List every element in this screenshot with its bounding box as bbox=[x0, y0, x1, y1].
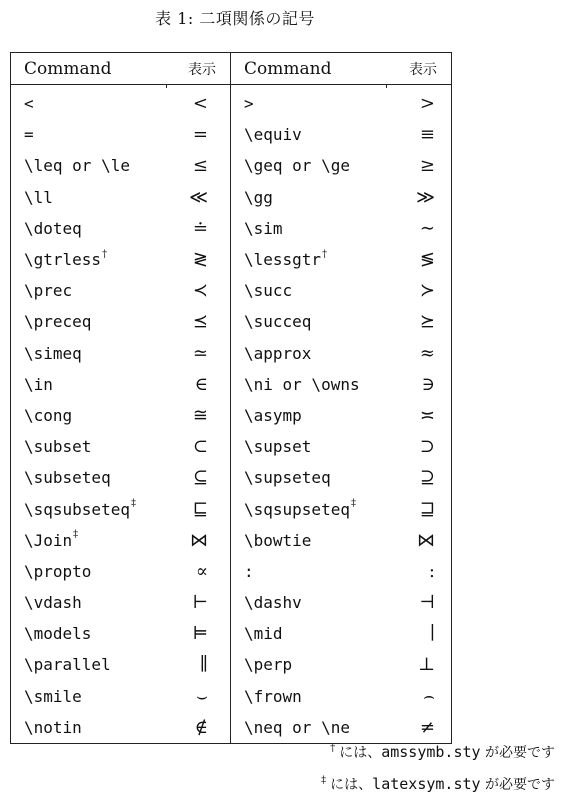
footnote-dagger bbox=[330, 742, 555, 762]
symbol-cell-left bbox=[167, 556, 231, 587]
symbol-cell-right bbox=[387, 213, 452, 244]
command-cell-left bbox=[11, 681, 167, 712]
symbol-glyph: ∝ bbox=[195, 560, 208, 582]
table-body bbox=[11, 88, 452, 743]
command-text: \ll bbox=[24, 187, 53, 207]
command-cell-right bbox=[231, 182, 387, 213]
symbol-glyph: ⊂ bbox=[192, 436, 208, 458]
symbol-cell-right bbox=[387, 275, 452, 306]
symbol-glyph: ⊣ bbox=[419, 592, 435, 614]
command-cell-right bbox=[231, 244, 387, 275]
command-cell-right bbox=[231, 150, 387, 181]
symbol-glyph: ≅ bbox=[192, 404, 208, 426]
table-row bbox=[11, 556, 452, 587]
header-display-left: 表示 bbox=[167, 53, 231, 85]
command-cell-right bbox=[231, 493, 387, 524]
command-cell-right bbox=[231, 88, 387, 119]
command-text: \bowtie bbox=[244, 530, 312, 550]
command-text: \propto bbox=[24, 561, 92, 581]
symbol-glyph: ∼ bbox=[419, 217, 435, 239]
command-text: \sqsubseteq bbox=[24, 499, 130, 519]
command-text: \lessgtr bbox=[244, 250, 322, 270]
command-cell-right bbox=[231, 462, 387, 493]
symbol-cell-left bbox=[167, 462, 231, 493]
symbol-glyph: ⊢ bbox=[192, 592, 208, 614]
symbol-cell-right bbox=[387, 587, 452, 618]
command-text: = bbox=[24, 125, 34, 145]
command-cell-right bbox=[231, 681, 387, 712]
command-text: \perp bbox=[244, 655, 293, 675]
footnote-mark: ‡ bbox=[73, 529, 79, 541]
symbol-glyph: ≪ bbox=[189, 186, 208, 208]
symbol-glyph: ≃ bbox=[192, 342, 208, 364]
footnote-mark: † bbox=[102, 248, 108, 260]
command-cell-right bbox=[231, 119, 387, 150]
table-header-row bbox=[11, 53, 452, 85]
symbol-glyph: ⊨ bbox=[192, 623, 208, 645]
symbol-glyph: ∋ bbox=[421, 373, 435, 395]
symbol-glyph: ≶ bbox=[419, 249, 435, 271]
table-row bbox=[11, 275, 452, 306]
table-row bbox=[11, 119, 452, 150]
symbol-cell-right bbox=[387, 493, 452, 524]
symbol-glyph: ⊆ bbox=[192, 467, 208, 489]
command-cell-left bbox=[11, 244, 167, 275]
symbol-cell-right bbox=[387, 182, 452, 213]
command-cell-left bbox=[11, 556, 167, 587]
command-text: \geq or \ge bbox=[244, 156, 350, 176]
command-text: \supseteq bbox=[244, 468, 331, 488]
table-row bbox=[11, 462, 452, 493]
symbol-glyph: ⊥ bbox=[418, 654, 435, 676]
symbol-cell-left bbox=[167, 400, 231, 431]
command-cell-left bbox=[11, 213, 167, 244]
package-name: amssymb.sty bbox=[381, 743, 481, 761]
dagger-mark: † bbox=[330, 743, 336, 755]
symbol-cell-left bbox=[167, 213, 231, 244]
command-cell-left bbox=[11, 649, 167, 680]
table-row bbox=[11, 525, 452, 556]
symbol-glyph: = bbox=[192, 124, 208, 146]
symbol-cell-left bbox=[167, 587, 231, 618]
symbol-glyph: ≥ bbox=[419, 155, 435, 177]
command-text: \succ bbox=[244, 281, 293, 301]
command-cell-left bbox=[11, 88, 167, 119]
symbol-glyph: ≻ bbox=[419, 280, 435, 302]
header-command-right: Command bbox=[231, 53, 387, 85]
table-row bbox=[11, 244, 452, 275]
command-cell-right bbox=[231, 556, 387, 587]
symbol-cell-left bbox=[167, 306, 231, 337]
symbol-glyph: > bbox=[419, 93, 435, 115]
footnote-mark: ‡ bbox=[130, 498, 136, 510]
symbol-cell-left bbox=[167, 712, 231, 744]
symbol-cell-left bbox=[167, 275, 231, 306]
command-text: \sim bbox=[244, 218, 283, 238]
footnote-prefix: には、 bbox=[330, 777, 373, 793]
symbol-glyph: ⋈ bbox=[190, 529, 208, 551]
table-caption: 表 1: 二項関係の記号 bbox=[155, 9, 315, 28]
command-text: \asymp bbox=[244, 405, 302, 425]
command-text: \equiv bbox=[244, 125, 302, 145]
command-cell-left bbox=[11, 338, 167, 369]
symbol-glyph: : bbox=[428, 560, 435, 582]
symbol-glyph: ⊃ bbox=[419, 436, 435, 458]
footnote-mark: ‡ bbox=[350, 498, 356, 510]
symbol-glyph: ∉ bbox=[194, 716, 208, 738]
command-text: \supset bbox=[244, 437, 312, 457]
symbol-cell-left bbox=[167, 681, 231, 712]
symbol-cell-left bbox=[167, 150, 231, 181]
symbol-cell-right bbox=[387, 244, 452, 275]
command-text: \preceq bbox=[24, 312, 92, 332]
table-row bbox=[11, 182, 452, 213]
symbol-glyph: ≈ bbox=[419, 342, 435, 364]
symbol-glyph: ≤ bbox=[192, 155, 208, 177]
symbol-glyph: ⋈ bbox=[417, 529, 435, 551]
command-cell-left bbox=[11, 119, 167, 150]
table-row bbox=[11, 88, 452, 119]
command-cell-left bbox=[11, 618, 167, 649]
command-text: \gg bbox=[244, 187, 273, 207]
symbol-cell-left bbox=[167, 244, 231, 275]
symbol-glyph: ∈ bbox=[194, 373, 208, 395]
symbol-glyph: ≷ bbox=[192, 249, 208, 271]
symbol-glyph: ≍ bbox=[419, 404, 435, 426]
symbol-glyph: ≡ bbox=[419, 124, 435, 146]
table-row bbox=[11, 431, 452, 462]
command-cell-left bbox=[11, 493, 167, 524]
symbol-cell-right bbox=[387, 681, 452, 712]
symbol-cell-right bbox=[387, 462, 452, 493]
command-cell-left bbox=[11, 462, 167, 493]
command-text: \succeq bbox=[244, 312, 312, 332]
footnote-mark: † bbox=[322, 248, 328, 260]
symbol-cell-left bbox=[167, 431, 231, 462]
symbol-glyph: ⌣ bbox=[196, 685, 208, 707]
command-text: \models bbox=[24, 624, 92, 644]
command-cell-left bbox=[11, 306, 167, 337]
command-cell-right bbox=[231, 525, 387, 556]
symbol-cell-left bbox=[167, 618, 231, 649]
symbol-glyph: ⪰ bbox=[419, 311, 435, 333]
command-text: \mid bbox=[244, 624, 283, 644]
symbol-glyph: ≐ bbox=[192, 217, 208, 239]
symbol-glyph: ⊒ bbox=[419, 498, 435, 520]
command-text: \smile bbox=[24, 686, 82, 706]
command-cell-left bbox=[11, 182, 167, 213]
table-row bbox=[11, 493, 452, 524]
double-dagger-mark: ‡ bbox=[321, 775, 327, 787]
symbol-cell-right bbox=[387, 119, 452, 150]
command-text: \subset bbox=[24, 437, 92, 457]
symbol-cell-right bbox=[387, 649, 452, 680]
package-name: latexsym.sty bbox=[372, 775, 481, 793]
symbol-cell-right bbox=[387, 618, 452, 649]
command-cell-left bbox=[11, 150, 167, 181]
footnote-prefix: には、 bbox=[339, 745, 382, 761]
symbol-glyph: ⊑ bbox=[192, 498, 208, 520]
symbol-cell-left bbox=[167, 88, 231, 119]
command-cell-right bbox=[231, 275, 387, 306]
symbol-glyph: ∥ bbox=[199, 654, 208, 676]
command-cell-left bbox=[11, 400, 167, 431]
symbol-cell-right bbox=[387, 525, 452, 556]
command-text: < bbox=[24, 94, 34, 114]
table-row bbox=[11, 400, 452, 431]
command-cell-right bbox=[231, 306, 387, 337]
command-text: \ni or \owns bbox=[244, 374, 360, 394]
command-cell-right bbox=[231, 587, 387, 618]
command-text: \sqsupseteq bbox=[244, 499, 350, 519]
symbol-cell-left bbox=[167, 649, 231, 680]
symbol-cell-left bbox=[167, 493, 231, 524]
symbol-glyph: ≠ bbox=[419, 716, 435, 738]
command-text: \parallel bbox=[24, 655, 111, 675]
table-row bbox=[11, 213, 452, 244]
symbol-cell-left bbox=[167, 119, 231, 150]
command-text: \simeq bbox=[24, 343, 82, 363]
header-command-left: Command bbox=[11, 53, 167, 85]
symbol-cell-right bbox=[387, 556, 452, 587]
symbol-cell-right bbox=[387, 150, 452, 181]
command-text: > bbox=[244, 94, 254, 114]
footnote-suffix: が必要です bbox=[485, 777, 555, 793]
command-text: \doteq bbox=[24, 218, 82, 238]
table-row bbox=[11, 338, 452, 369]
table-row bbox=[11, 369, 452, 400]
command-text: \dashv bbox=[244, 593, 302, 613]
command-text: \Join bbox=[24, 530, 73, 550]
symbol-cell-right bbox=[387, 369, 452, 400]
symbol-cell-right bbox=[387, 400, 452, 431]
command-text: \prec bbox=[24, 281, 73, 301]
command-text: : bbox=[244, 561, 254, 581]
command-text: \subseteq bbox=[24, 468, 111, 488]
symbol-cell-right bbox=[387, 338, 452, 369]
command-cell-right bbox=[231, 712, 387, 744]
symbol-cell-left bbox=[167, 369, 231, 400]
command-cell-left bbox=[11, 369, 167, 400]
footnote-suffix: が必要です bbox=[485, 745, 555, 761]
command-text: \vdash bbox=[24, 593, 82, 613]
table-row bbox=[11, 681, 452, 712]
command-text: \approx bbox=[244, 343, 312, 363]
command-cell-right bbox=[231, 369, 387, 400]
command-text: \cong bbox=[24, 405, 73, 425]
symbol-glyph: ⌢ bbox=[423, 685, 435, 707]
command-text: \leq or \le bbox=[24, 156, 130, 176]
table-row bbox=[11, 618, 452, 649]
table-row bbox=[11, 649, 452, 680]
command-cell-right bbox=[231, 431, 387, 462]
footnote-double-dagger bbox=[321, 774, 555, 794]
command-cell-left bbox=[11, 587, 167, 618]
command-cell-left bbox=[11, 431, 167, 462]
symbol-glyph: ⪯ bbox=[192, 311, 208, 333]
table-row bbox=[11, 306, 452, 337]
command-text: \frown bbox=[244, 686, 302, 706]
symbol-cell-left bbox=[167, 182, 231, 213]
symbol-glyph: ≺ bbox=[192, 280, 208, 302]
symbol-glyph: ≫ bbox=[416, 186, 435, 208]
command-text: \neq or \ne bbox=[244, 717, 350, 737]
symbol-cell-right bbox=[387, 431, 452, 462]
symbol-cell-left bbox=[167, 525, 231, 556]
header-display-right: 表示 bbox=[387, 53, 452, 85]
binary-relations-table bbox=[10, 52, 452, 744]
command-cell-left bbox=[11, 275, 167, 306]
table-row bbox=[11, 150, 452, 181]
symbol-glyph: < bbox=[192, 93, 208, 115]
symbol-cell-left bbox=[167, 338, 231, 369]
command-text: \in bbox=[24, 374, 53, 394]
command-cell-right bbox=[231, 649, 387, 680]
command-cell-left bbox=[11, 525, 167, 556]
symbol-glyph: ⊇ bbox=[419, 467, 435, 489]
symbol-cell-right bbox=[387, 88, 452, 119]
symbol-cell-right bbox=[387, 306, 452, 337]
command-text: \notin bbox=[24, 717, 82, 737]
command-cell-left bbox=[11, 712, 167, 744]
table-row bbox=[11, 712, 452, 744]
command-cell-right bbox=[231, 400, 387, 431]
command-cell-right bbox=[231, 618, 387, 649]
command-text: \gtrless bbox=[24, 250, 102, 270]
table-row bbox=[11, 587, 452, 618]
command-cell-right bbox=[231, 338, 387, 369]
command-cell-right bbox=[231, 213, 387, 244]
symbol-cell-right bbox=[387, 712, 452, 744]
symbol-glyph: ∣ bbox=[429, 623, 435, 645]
